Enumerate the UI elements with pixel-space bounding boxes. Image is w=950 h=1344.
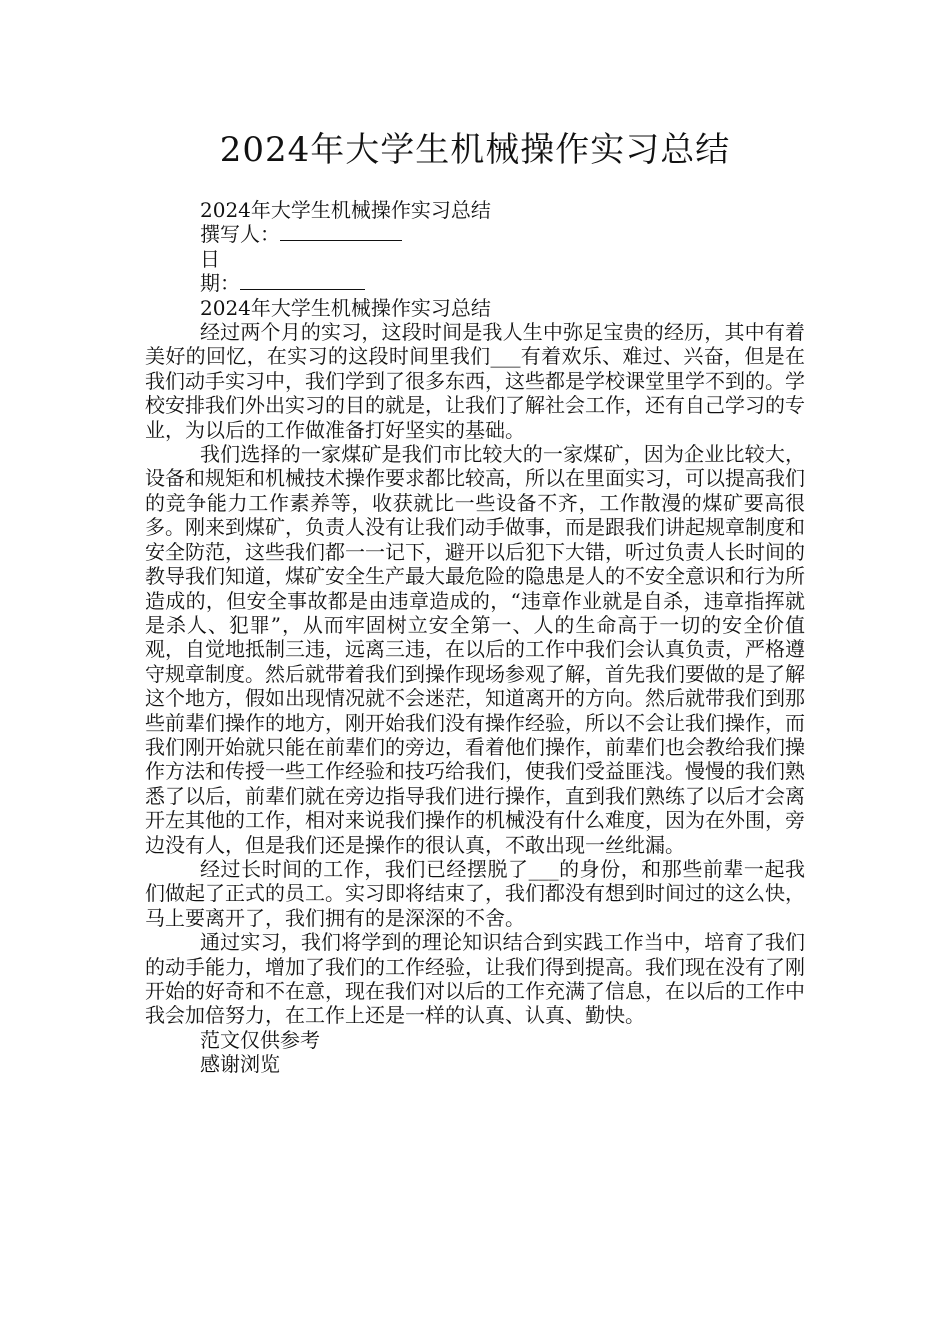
date-label-line-1: 日 [200, 246, 220, 271]
paragraph-3: 经过长时间的工作，我们已经摆脱了___的身份，和那些前辈一起我们做起了正式的员工。实习即将结束了，我们都没有想到时间过的这么快，马上要离开了，我们拥有的是深深的不舍。 [145, 856, 805, 930]
date-label: 期： [200, 271, 240, 296]
paragraph-1: 经过两个月的实习，这段时间是我人生中弥足宝贵的经历，其中有着美好的回忆，在实习的这段时间里我们___有着欢乐、难过、兴奋，但是在我们动手实习中，我们学到了很多东西，这些都是学校课堂里学不到的。学校安排我们外出实习的目的就是，让我们了解社会工作，还有自己学习的专业，为以后的工作做准备打好坚实的基础。 [145, 320, 805, 442]
author-label: 撰写人： [200, 222, 280, 247]
paragraph-2: 我们选择的一家煤矿是我们市比较大的一家煤矿，因为企业比较大，设备和规矩和机械技术操作要求都比较高，所以在里面实习，可以提高我们的竞争能力工作素养等，收获就比一些设备不齐，工作散漫的煤矿要高很多。刚来到煤矿，负责人没有让我们动手做事，而是跟我们讲起规章制度和安全防范，这些我们都一一记下，避开以后犯下大错，听过负责人长时间的教导我们知道，煤矿安全生产最大最危险的隐患是人的不安全意识和行为所造成的，但安全事故都是由违章造成的，“违章作业就是自杀，违章指挥就是杀人、犯罪”，从而牢固树立安全第一、人的生命高于一切的安全价值观，自觉地抵制三违，远离三违，在以后的工作中我们会认真负责，严格遵守规章制度。然后就带着我们到操作现场参观了解，首先我们要做的是了解这个地方，假如出现情况就不会迷茫，知道离开的方向。然后就带我们到那些前辈们操作的地方，刚开始我们没有操作经验，所以不会让我们操作，而我们刚开始就只能在前辈们的旁边，看着他们操作，前辈们也会教给我们操作方法和传授一些工作经验和技巧给我们，使我们受益匪浅。慢慢的我们熟悉了以后，前辈们就在旁边指导我们进行操作，直到我们熟练了以后才会离开左其他的工作，相对来说我们操作的机械没有什么难度，因为在外围，旁边没有人，但是我们还是操作的很认真，不敢出现一丝纰漏。 [145, 442, 805, 857]
author-line [145, 222, 805, 246]
author-blank [280, 223, 402, 241]
heading-repeat: 2024年大学生机械操作实习总结 [200, 295, 491, 320]
document-body [145, 198, 805, 1077]
closing-note-2: 感谢浏览 [200, 1052, 280, 1077]
closing-note-1: 范文仅供参考 [200, 1027, 320, 1052]
paragraph-4: 通过实习，我们将学到的理论知识结合到实践工作当中，培育了我们的动手能力，增加了我们的工作经验，让我们得到提高。我们现在没有了刚开始的好奇和不在意，现在我们对以后的工作充满了信息，在以后的工作中我会加倍努力，在工作上还是一样的认真、认真、勤快。 [145, 930, 805, 1028]
document-title: 2024年大学生机械操作实习总结 [219, 130, 731, 170]
date-blank [240, 272, 365, 290]
date-line [145, 271, 805, 295]
document-subtitle: 2024年大学生机械操作实习总结 [200, 198, 491, 222]
